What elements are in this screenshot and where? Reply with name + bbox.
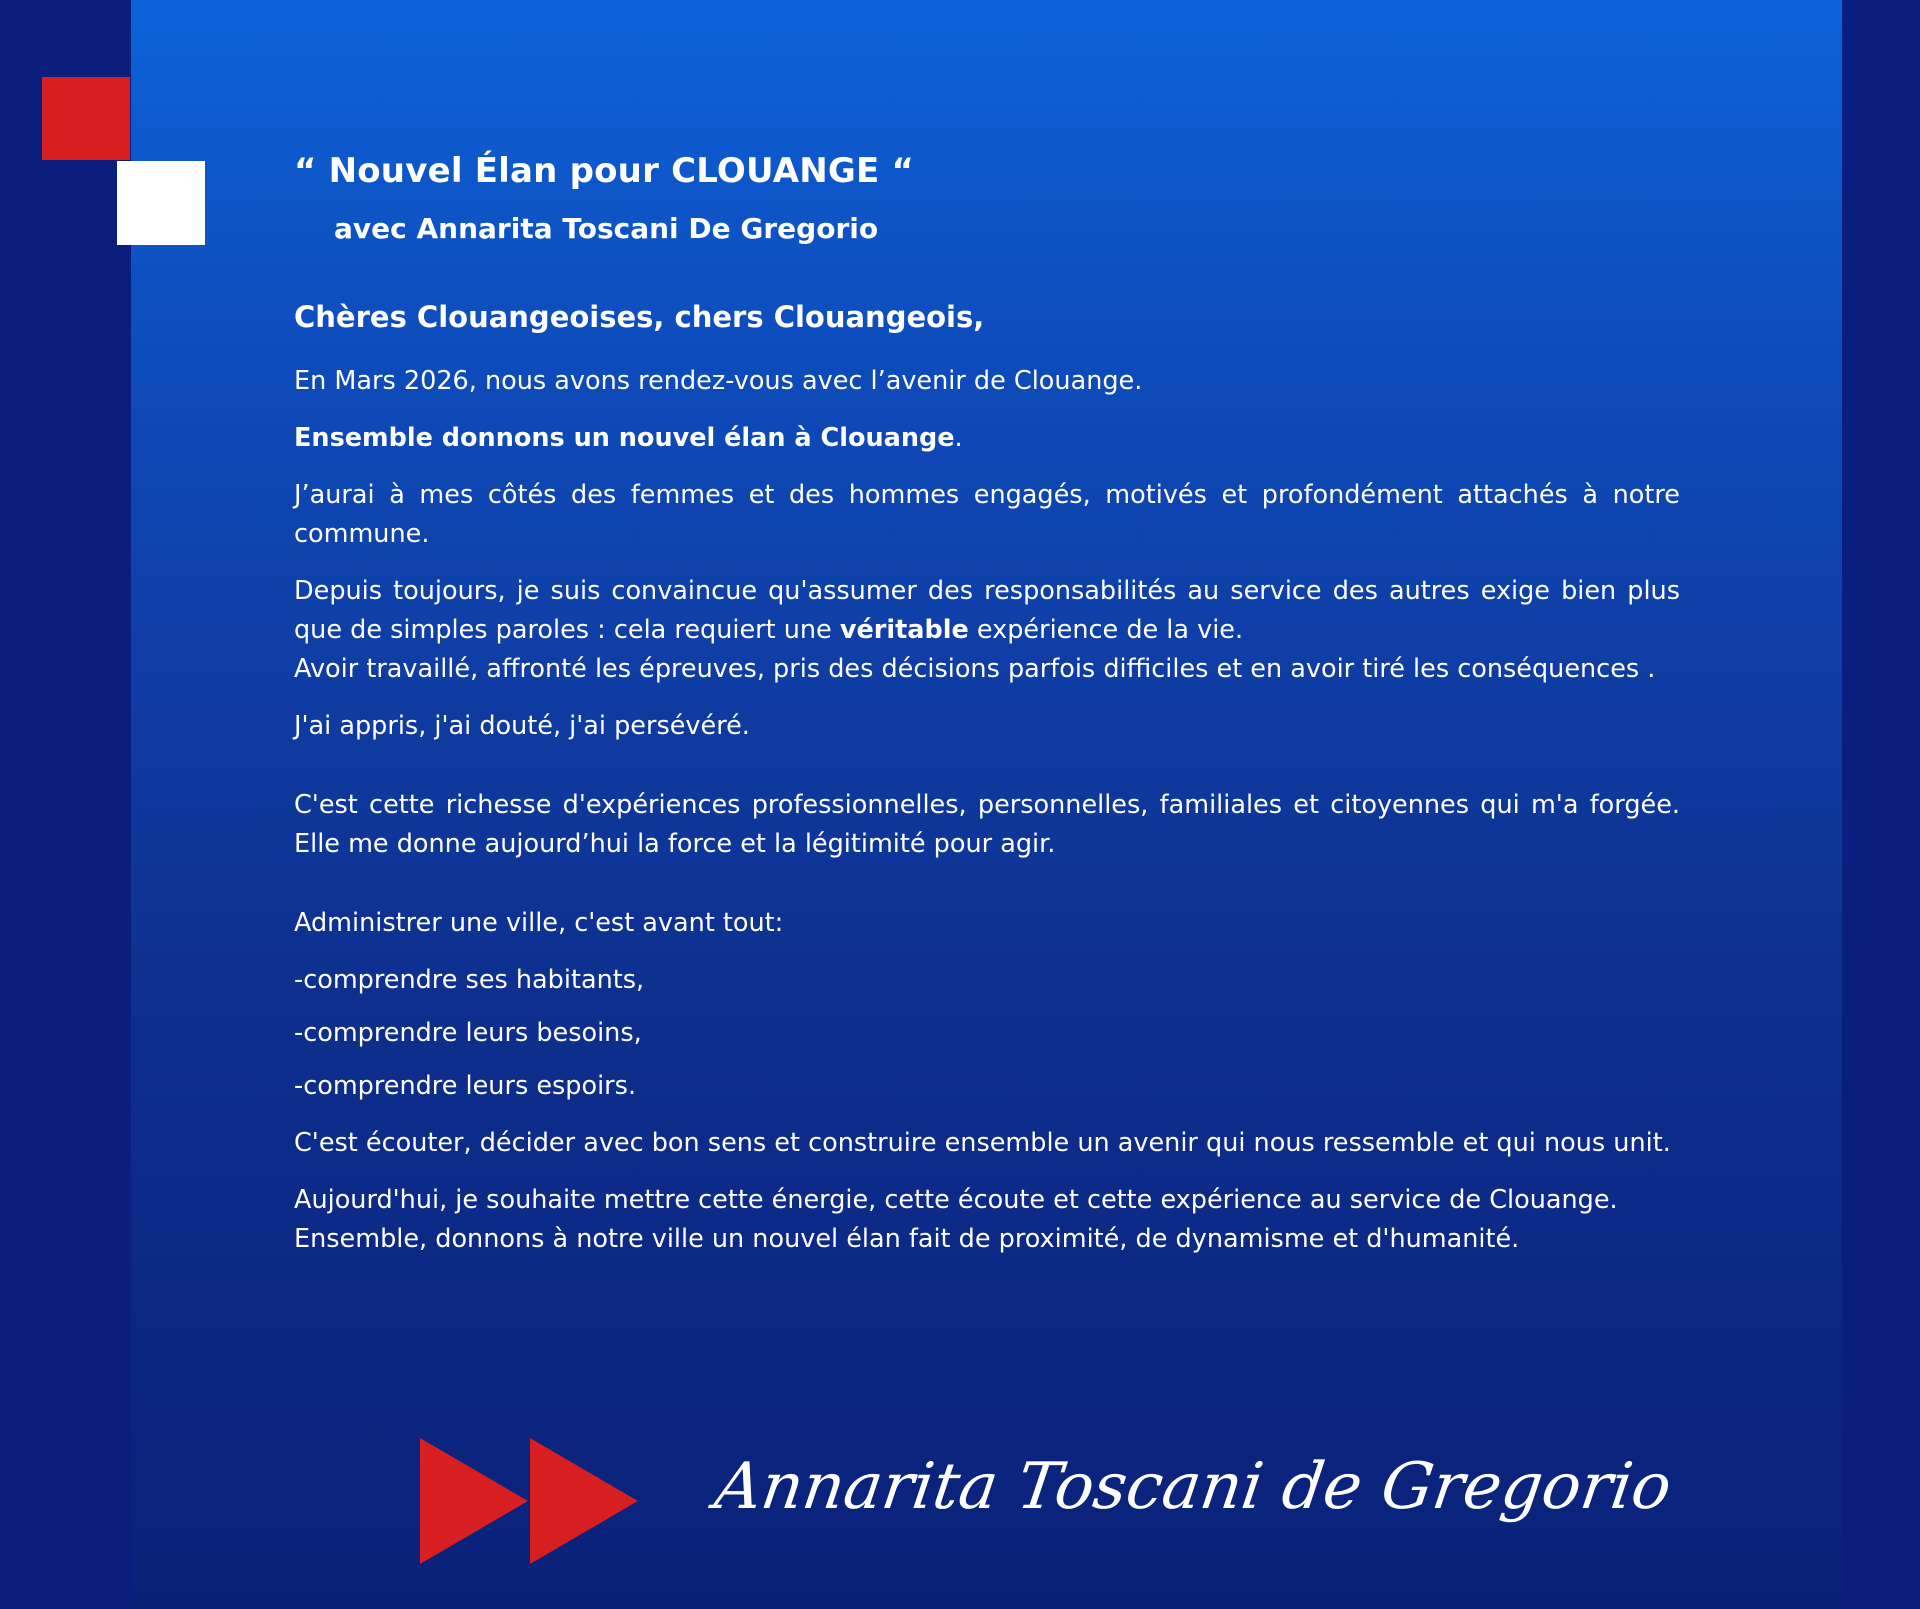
paragraph-slogan [294,419,1680,458]
list-item: -comprendre leurs besoins, [294,1018,642,1048]
paragraph-date: En Mars 2026, nous avons rendez-vous avec l’avenir de Clouange. [294,366,1143,396]
list-item: -comprendre ses habitants, [294,965,645,995]
paragraph-team: J’aurai à mes côtés des femmes et des hommes engagés, motivés et profondément attachés à notre commune. [294,480,1680,549]
slogan-bold: Ensemble donnons un nouvel élan à Clouange [294,423,955,453]
double-play-arrow-icon [420,1438,640,1564]
handwritten-signature [710,1420,1700,1560]
paragraph-conviction [294,572,1680,650]
decor-white-square [117,161,205,245]
page-title: “ Nouvel Élan pour CLOUANGE “ [294,151,915,191]
slogan-end: . [954,423,963,453]
paragraph-experience: Avoir travaillé, affronté les épreuves, pris des décisions parfois difficiles et en avoir tiré les conséquences . [294,654,1656,684]
paragraph-learned: J'ai appris, j'ai douté, j'ai persévéré. [294,711,750,741]
signature-text: Annarita Toscani de Gregorio [710,1449,1676,1524]
page-subtitle: avec Annarita Toscani De Gregorio [334,212,879,245]
list-item: -comprendre leurs espoirs. [294,1071,637,1101]
paragraph-today: Aujourd'hui, je souhaite mettre cette énergie, cette écoute et cette expérience au service de Clouange. [294,1185,1618,1215]
paragraph-richness: C'est cette richesse d'expériences professionnelles, personnelles, familiales et citoyennes qui m'a forgée. Elle me donne aujourd’hui la force et la légitimité pour agir. [294,790,1680,859]
conviction-bold: véritable [839,615,969,645]
decor-red-square [42,77,130,160]
paragraph-administer: Administrer une ville, c'est avant tout: [294,908,784,938]
paragraph-closing: Ensemble, donnons à notre ville un nouvel élan fait de proximité, de dynamisme et d'humanité. [294,1224,1520,1254]
conviction-part-a: Depuis toujours, je suis convaincue qu'assumer des responsabilités au service des autres exige bien plus que de simples paroles : cela requiert une [294,576,1680,645]
paragraph-listen: C'est écouter, décider avec bon sens et construire ensemble un avenir qui nous ressemble et qui nous unit. [294,1128,1671,1158]
letter-content [294,145,1680,1259]
conviction-part-b: expérience de la vie. [968,615,1244,645]
letter-salutation: Chères Clouangeoises, chers Clouangeois, [294,300,985,334]
